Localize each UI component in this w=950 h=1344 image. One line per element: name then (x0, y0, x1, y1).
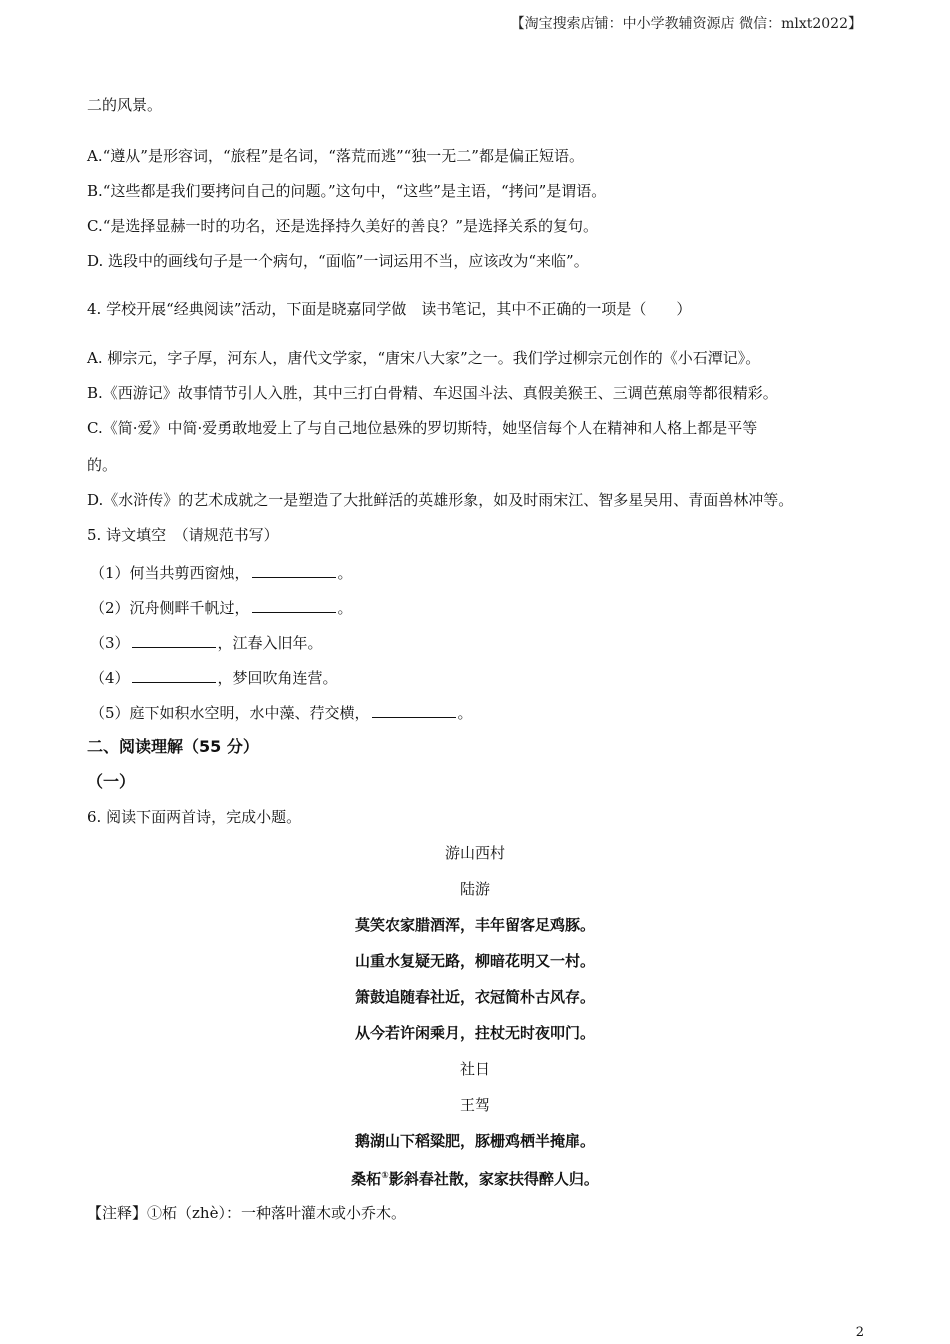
q4-option-b: B.《西游记》故事情节引人入胜，其中三打白骨精、车迟国斗法、真假美猴王、三调芭蕉扇等都很精彩。 (87, 384, 778, 402)
q3-option-d: D. 选段中的画线句子是一个病句，“面临”一词运用不当，应该改为“来临”。 (87, 252, 589, 270)
q5-item-1-pre: （1）何当共剪西窗烛， (90, 564, 250, 582)
q5-item-3-blank[interactable] (132, 631, 216, 648)
q5-item-1-blank[interactable] (252, 561, 336, 578)
q5-item-3 (90, 631, 323, 653)
q5-item-4-blank[interactable] (132, 666, 216, 683)
poem2-line-1: 鹅湖山下稻粱肥，豚栅鸡栖半掩扉。 (354, 1132, 595, 1150)
poem1-line-1: 莫笑农家腊酒浑，丰年留客足鸡豚。 (354, 916, 595, 934)
q3-option-b: B.“这些都是我们要拷问自己的问题。”这句中，“这些”是主语，“拷问”是谓语。 (87, 182, 607, 200)
q5-item-5-pre: （5）庭下如积水空明，水中藻、荇交横， (90, 704, 370, 722)
q5-item-2-pre: （2）沉舟侧畔千帆过， (90, 599, 250, 617)
poem2-line-2 (0, 1166, 950, 1189)
footnote-marker: ① (381, 1171, 389, 1181)
q5-item-4-post: ，梦回吹角连营。 (217, 669, 338, 687)
annotation-note: 【注释】①柘（zhè）：一种落叶灌木或小乔木。 (87, 1204, 406, 1222)
q4-option-c-cont: 的。 (87, 456, 118, 474)
poem1-line-3: 箫鼓追随春社近，衣冠简朴古风存。 (354, 988, 595, 1006)
section-title: 二、阅读理解（55 分） (87, 737, 259, 756)
q5-item-4-pre: （4） (90, 669, 130, 687)
q5-item-1-post: 。 (337, 564, 353, 582)
q4-stem: 4. 学校开展“经典阅读”活动，下面是晓嘉同学做 读书笔记，其中不正确的一项是（ ） (87, 300, 692, 318)
q5-item-2 (90, 596, 353, 618)
subsection-title: （一） (87, 772, 136, 791)
q5-item-3-post: ，江春入旧年。 (217, 634, 323, 652)
q4-option-a: A. 柳宗元，字子厚，河东人，唐代文学家，“唐宋八大家”之一。我们学过柳宗元创作的《小石潭记》。 (87, 349, 761, 367)
q5-item-5 (90, 701, 473, 723)
q5-item-3-pre: （3） (90, 634, 130, 652)
q4-option-c: C.《简·爱》中简·爱勇敢地爱上了与自己地位悬殊的罗切斯特，她坚信每个人在精神和人格上都是平等 (87, 419, 758, 437)
poem2-line-2-start: 桑柘 (351, 1170, 382, 1188)
poem2-author: 王驾 (459, 1096, 490, 1114)
poem1-title: 游山西村 (444, 844, 505, 862)
q5-item-5-blank[interactable] (372, 701, 456, 718)
q5-item-2-blank[interactable] (252, 596, 336, 613)
q5-stem: 5. 诗文填空 （请规范书写） (87, 526, 279, 544)
q5-item-4 (90, 666, 338, 688)
q3-option-c: C.“是选择显赫一时的功名，还是选择持久美好的善良？”是选择关系的复句。 (87, 217, 599, 235)
poem2-title: 社日 (459, 1060, 490, 1078)
page-header: 【淘宝搜索店铺：中小学教辅资源店 微信：mlxt2022】 (510, 16, 862, 32)
q5-item-1 (90, 561, 353, 583)
q5-item-2-post: 。 (337, 599, 353, 617)
q5-item-5-post: 。 (457, 704, 473, 722)
q4-option-d: D.《水浒传》的艺术成就之一是塑造了大批鲜活的英雄形象，如及时雨宋江、智多星吴用、青面兽林冲等。 (87, 491, 794, 509)
page-number: 2 (855, 1325, 864, 1340)
q6-stem: 6. 阅读下面两首诗，完成小题。 (87, 808, 302, 826)
poem1-line-2: 山重水复疑无路，柳暗花明又一村。 (354, 952, 595, 970)
q3-option-a: A.“遵从”是形容词，“旅程”是名词，“落荒而逃”“独一无二”都是偏正短语。 (87, 147, 584, 165)
poem1-author: 陆游 (459, 880, 490, 898)
continued-text: 二的风景。 (87, 96, 163, 114)
poem2-line-2-end: 影斜春社散，家家扶得醉人归。 (388, 1170, 599, 1188)
poem1-line-4: 从今若许闲乘月，拄杖无时夜叩门。 (354, 1024, 595, 1042)
